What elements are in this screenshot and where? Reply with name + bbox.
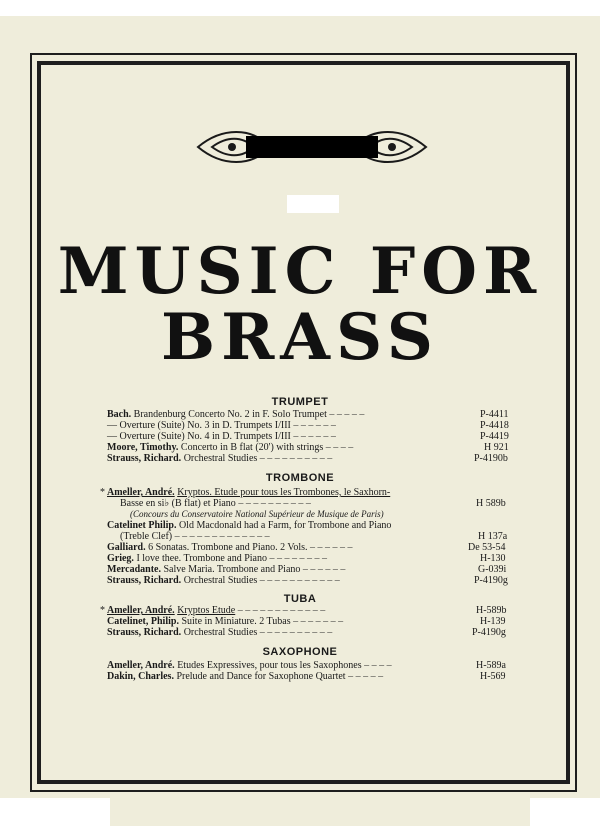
page-edge-notch bbox=[110, 798, 530, 826]
list-item: Catelinet Philip. Old Macdonald had a Farm, for Trombone and Piano bbox=[107, 520, 392, 531]
new-item-mark: * bbox=[100, 487, 105, 498]
catalog-code: P-4190g bbox=[472, 627, 506, 638]
catalog-code: H-589b bbox=[476, 605, 507, 616]
list-item: Catelinet, Philip. Suite in Miniature. 2 Tubas – – – – – – – bbox=[107, 616, 344, 627]
section-heading-saxophone: SAXOPHONE bbox=[262, 646, 338, 658]
list-item: Grieg. I love thee. Trombone and Piano – – – – – – – – bbox=[107, 553, 327, 564]
catalog-code: H 589b bbox=[476, 498, 506, 509]
scan-top-margin bbox=[0, 0, 600, 16]
list-item: Ameller, André. Etudes Expressives, pour tous les Saxophones – – – – bbox=[107, 660, 392, 671]
list-item: Strauss, Richard. Orchestral Studies – – – – – – – – – – bbox=[107, 627, 333, 638]
list-item: — Overture (Suite) No. 4 in D. Trumpets I/III – – – – – – bbox=[107, 431, 336, 442]
catalog-code: H-130 bbox=[480, 553, 506, 564]
list-item: Dakin, Charles. Prelude and Dance for Saxophone Quartet – – – – – bbox=[107, 671, 384, 682]
list-item-note: (Concours du Conservatoire National Supérieur de Musique de Paris) bbox=[130, 509, 384, 519]
section-heading-trombone: TROMBONE bbox=[265, 472, 335, 484]
list-item: Galliard. 6 Sonatas. Trombone and Piano. 2 Vols. – – – – – – bbox=[107, 542, 353, 553]
list-item: Strauss, Richard. Orchestral Studies – – – – – – – – – – bbox=[107, 453, 333, 464]
list-item: Bach. Brandenburg Concerto No. 2 in F. Solo Trumpet – – – – – bbox=[107, 409, 365, 420]
catalog-code: H-139 bbox=[480, 616, 506, 627]
list-item: (Treble Clef) – – – – – – – – – – – – – bbox=[120, 531, 270, 542]
catalog-code: P-4411 bbox=[480, 409, 509, 420]
list-item: Basse en si♭ (B flat) et Piano – – – – – – – – – – bbox=[120, 498, 311, 509]
label-patch bbox=[287, 195, 339, 213]
scan-bottom-margin bbox=[0, 798, 600, 826]
list-item: Ameller, André. Kryptos. Etude pour tous les Trombones, le Saxhorn- bbox=[107, 487, 391, 498]
catalog-code: P-4418 bbox=[480, 420, 509, 431]
catalog-code: P-4190b bbox=[474, 453, 508, 464]
title-line-1: MUSIC FOR bbox=[57, 234, 543, 309]
list-item: Moore, Timothy. Concerto in B flat (20') with strings – – – – bbox=[107, 442, 354, 453]
new-item-mark: * bbox=[100, 605, 105, 616]
publisher-ornament bbox=[192, 122, 432, 172]
list-item: Ameller, André. Kryptos Etude – – – – – – – – – – – – bbox=[107, 605, 326, 616]
catalog-code: De 53-54 bbox=[468, 542, 506, 553]
list-item: — Overture (Suite) No. 3 in D. Trumpets I/III – – – – – – bbox=[107, 420, 336, 431]
title-line-2: BRASS bbox=[161, 300, 439, 375]
catalog-code: P-4419 bbox=[480, 431, 509, 442]
catalog-code: H-589a bbox=[476, 660, 506, 671]
catalog-code: H 921 bbox=[484, 442, 509, 453]
section-heading-trumpet: TRUMPET bbox=[271, 396, 329, 408]
catalog-code: P-4190g bbox=[474, 575, 508, 586]
list-item: Mercadante. Salve Maria. Trombone and Piano – – – – – – bbox=[107, 564, 346, 575]
section-heading-tuba: TUBA bbox=[283, 593, 317, 605]
catalog-code: G-039i bbox=[478, 564, 507, 575]
catalog-code: H-569 bbox=[480, 671, 506, 682]
catalog-code: H 137a bbox=[478, 531, 508, 542]
list-item: Strauss, Richard. Orchestral Studies – – – – – – – – – – – bbox=[107, 575, 340, 586]
